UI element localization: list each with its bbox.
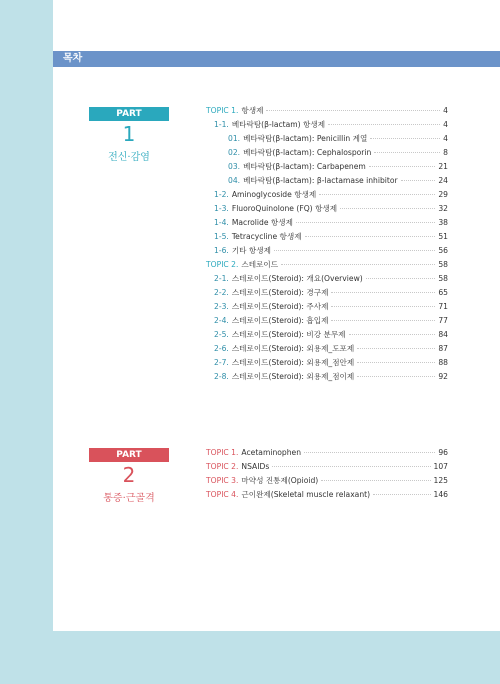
toc-entry-title: 베타락탐(β-lactam): Penicillin 계열 [243,134,368,143]
toc-entry-page: 29 [438,190,448,199]
toc-entry-page: 51 [438,232,448,241]
toc-entry-title: NSAIDs [241,462,270,471]
toc-entry[interactable] [206,460,448,474]
toc-entry-title: 베타락탐(β-lactam) 항생제 [231,120,326,129]
toc-entry-title: 마약성 진통제(Opioid) [241,476,319,485]
toc-entry[interactable] [206,244,448,258]
toc-entry-number: TOPIC 1. [206,106,239,115]
toc-entry-number: 2-4. [214,316,229,325]
toc-entry-page: 125 [433,476,448,485]
toc-entry-page: 58 [438,260,448,269]
toc-entry-title: 항생제 [241,106,264,115]
toc-entry-number: 2-8. [214,372,229,381]
toc-entry-page: 146 [433,490,448,499]
part-2-block [89,448,169,506]
toc-entry[interactable] [206,314,448,328]
toc-leader-dots [305,236,436,237]
toc-entry-number: TOPIC 2. [206,462,239,471]
toc-leader-dots [340,208,435,209]
part-1-number: 1 [122,122,136,146]
toc-entry[interactable] [206,286,448,300]
toc-entry-title: 스테로이드(Steroid): 외용제_점안제 [231,358,355,367]
toc-leader-dots [328,124,440,125]
toc-entry-title: FluoroQuinolone (FQ) 항생제 [231,204,338,213]
toc-leader-dots [304,452,435,453]
toc-entry-page: 4 [443,106,448,115]
toc-entry-page: 32 [438,204,448,213]
toc-entry-number: TOPIC 3. [206,476,239,485]
toc-entry-number: 04. [228,176,241,185]
toc-entry-number: 2-3. [214,302,229,311]
toc-entry-page: 24 [438,176,448,185]
toc-entry-title: 스테로이드 [241,260,279,269]
toc-leader-dots [296,222,435,223]
toc-entry[interactable] [206,474,448,488]
part-1-toc [206,104,448,384]
toc-entry-page: 65 [438,288,448,297]
toc-entry[interactable] [206,300,448,314]
toc-leader-dots [331,292,435,293]
header-title: 목차 [63,53,83,64]
toc-entry[interactable] [206,174,448,188]
toc-entry-number: 1-4. [214,218,229,227]
toc-entry-page: 8 [443,148,448,157]
toc-leader-dots [272,466,430,467]
toc-entry-page: 38 [438,218,448,227]
toc-leader-dots [370,138,440,139]
toc-leader-dots [401,180,436,181]
toc-entry-number: TOPIC 4. [206,490,239,499]
toc-entry-number: 1-5. [214,232,229,241]
toc-leader-dots [349,334,436,335]
toc-entry[interactable] [206,216,448,230]
toc-entry-page: 21 [438,162,448,171]
toc-entry-number: 03. [228,162,241,171]
toc-entry-number: 1-6. [214,246,229,255]
toc-entry-page: 71 [438,302,448,311]
toc-entry[interactable] [206,188,448,202]
toc-leader-dots [369,166,436,167]
toc-leader-dots [357,348,435,349]
toc-leader-dots [373,494,430,495]
toc-leader-dots [274,250,435,251]
toc-leader-dots [357,376,435,377]
part-1-title: 전신·감염 [108,152,150,163]
toc-entry-title: 스테로이드(Steroid): 외용제_점이제 [231,372,355,381]
toc-leader-dots [266,110,440,111]
toc-leader-dots [331,320,435,321]
toc-entry[interactable] [206,160,448,174]
toc-entry-title: Tetracycline 항생제 [231,232,302,241]
toc-leader-dots [366,278,436,279]
toc-entry-page: 107 [433,462,448,471]
toc-entry-title: 베타락탐(β-lactam): β-lactamase inhibitor [243,176,398,185]
toc-entry-number: 2-6. [214,344,229,353]
toc-entry-title: 스테로이드(Steroid): 외용제_도포제 [231,344,355,353]
toc-leader-dots [331,306,435,307]
toc-entry-page: 87 [438,344,448,353]
toc-entry-number: 1-2. [214,190,229,199]
toc-entry-title: 스테로이드(Steroid): 비강 분무제 [231,330,346,339]
toc-entry-page: 88 [438,358,448,367]
toc-entry-page: 58 [438,274,448,283]
toc-entry-title: 스테로이드(Steroid): 흡입제 [231,316,329,325]
toc-leader-dots [281,264,435,265]
toc-entry-number: 2-2. [214,288,229,297]
toc-entry[interactable] [206,370,448,384]
toc-entry-page: 92 [438,372,448,381]
toc-entry[interactable] [206,488,448,502]
toc-entry-number: 1-1. [214,120,229,129]
toc-entry[interactable] [206,356,448,370]
toc-leader-dots [357,362,435,363]
toc-entry-number: TOPIC 1. [206,448,239,457]
header-bar [53,51,500,67]
toc-entry[interactable] [206,446,448,460]
toc-entry-page: 4 [443,134,448,143]
toc-entry-number: TOPIC 2. [206,260,239,269]
toc-entry[interactable] [206,342,448,356]
toc-entry[interactable] [206,132,448,146]
toc-entry[interactable] [206,104,448,118]
toc-entry-title: Aminoglycoside 항생제 [231,190,317,199]
part-1-block [89,107,169,165]
toc-entry[interactable] [206,146,448,160]
toc-entry[interactable] [206,272,448,286]
toc-entry[interactable] [206,328,448,342]
toc-entry-title: Macrolide 항생제 [231,218,293,227]
toc-entry-number: 2-7. [214,358,229,367]
toc-entry-number: 02. [228,148,241,157]
toc-leader-dots [374,152,440,153]
toc-leader-dots [319,194,435,195]
part-1-label: PART [89,107,169,121]
toc-entry-title: Acetaminophen [241,448,302,457]
part-2-label: PART [89,448,169,462]
toc-entry-title: 스테로이드(Steroid): 주사제 [231,302,329,311]
toc-entry[interactable] [206,118,448,132]
toc-entry-title: 기타 항생제 [231,246,271,255]
toc-entry-number: 01. [228,134,241,143]
toc-entry[interactable] [206,230,448,244]
toc-entry-page: 77 [438,316,448,325]
toc-entry-number: 1-3. [214,204,229,213]
toc-entry[interactable] [206,202,448,216]
toc-entry-title: 베타락탐(β-lactam): Carbapenem [243,162,366,171]
toc-entry-number: 2-1. [214,274,229,283]
part-2-toc [206,446,448,502]
part-2-title: 통증·근골격 [103,493,155,504]
toc-entry[interactable] [206,258,448,272]
toc-entry-page: 4 [443,120,448,129]
toc-leader-dots [321,480,430,481]
toc-entry-number: 2-5. [214,330,229,339]
toc-entry-page: 96 [438,448,448,457]
toc-entry-title: 베타락탐(β-lactam): Cephalosporin [243,148,372,157]
part-2-number: 2 [122,463,136,487]
toc-entry-title: 스테로이드(Steroid): 개요(Overview) [231,274,363,283]
toc-entry-page: 56 [438,246,448,255]
toc-entry-page: 84 [438,330,448,339]
toc-entry-title: 스테로이드(Steroid): 경구제 [231,288,329,297]
toc-entry-title: 근이완제(Skeletal muscle relaxant) [241,490,371,499]
